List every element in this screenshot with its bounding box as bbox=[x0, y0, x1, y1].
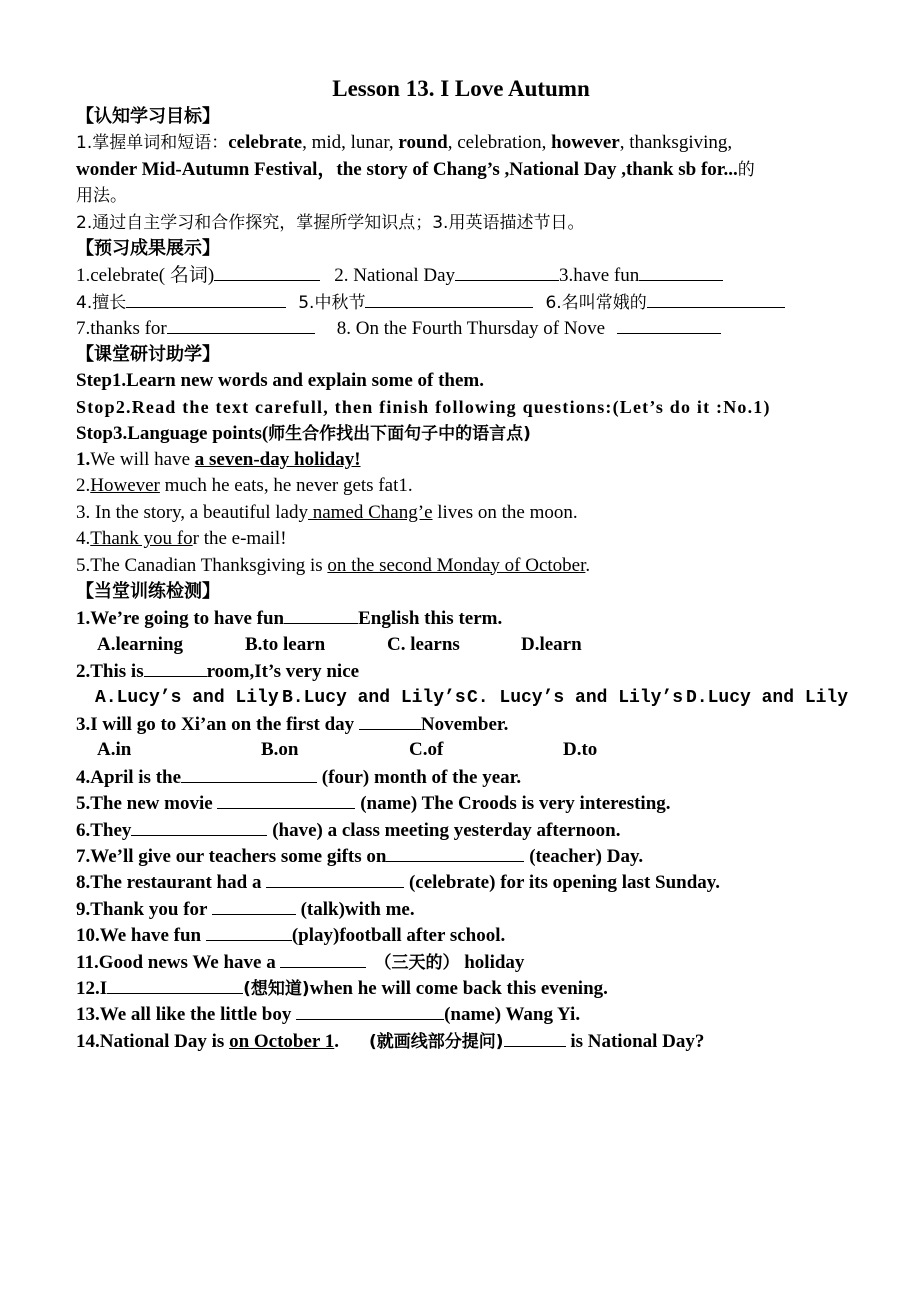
answer-blank[interactable] bbox=[126, 289, 286, 308]
question-3-options bbox=[76, 737, 846, 763]
question-14: 14.National Day is on October 1. (就画线部分提问) is National Day? bbox=[76, 1028, 846, 1054]
option-b[interactable]: B.to learn bbox=[245, 633, 326, 655]
sentence-4: 4.Thank you for the e-mail! bbox=[76, 528, 287, 550]
question-7: 7.We’ll give our teachers some gifts on (teacher) Day. bbox=[76, 843, 846, 869]
option-a[interactable]: A.in bbox=[97, 739, 132, 761]
sentence-3: 3. In the story, a beautiful lady named Chang’e lives on the moon. bbox=[76, 501, 578, 523]
answer-blank[interactable] bbox=[266, 869, 404, 888]
goals-line-3: 用法。 bbox=[76, 186, 127, 207]
question-5: 5.The new movie (name) The Croods is very interesting. bbox=[76, 790, 846, 816]
answer-blank[interactable] bbox=[217, 790, 355, 809]
answer-blank[interactable] bbox=[206, 922, 292, 941]
answer-blank[interactable] bbox=[144, 658, 207, 677]
answer-blank[interactable] bbox=[359, 711, 421, 730]
answer-blank[interactable] bbox=[647, 289, 785, 308]
sentence-2: 2.However much he eats, he never gets fat1. bbox=[76, 475, 413, 497]
sentence-1: 1.We will have a seven-day holiday! bbox=[76, 449, 361, 471]
preview-row-2 bbox=[76, 289, 846, 315]
question-10: 10.We have fun (play)football after school. bbox=[76, 922, 846, 948]
option-c[interactable]: C.of bbox=[409, 739, 444, 761]
section-heading-goals: 【认知学习目标】 bbox=[76, 106, 220, 127]
preview-item-6: 6.名叫常娥的 bbox=[545, 292, 647, 313]
question-13: 13.We all like the little boy (name) Wang Yi. bbox=[76, 1001, 846, 1027]
sentence-5: 5.The Canadian Thanksgiving is on the second Monday of October. bbox=[76, 554, 591, 576]
preview-item-8: 8. On the Fourth Thursday of Nove bbox=[336, 318, 606, 340]
answer-blank[interactable] bbox=[504, 1028, 566, 1047]
page-title: Lesson 13. I Love Autumn bbox=[332, 76, 590, 101]
option-a[interactable]: A.learning bbox=[97, 633, 184, 655]
option-d[interactable]: D.learn bbox=[521, 633, 582, 655]
option-b[interactable]: B.on bbox=[261, 739, 299, 761]
question-11: 11.Good news We have a （三天的） holiday bbox=[76, 949, 846, 975]
goals-line-1: 1.掌握单词和短语：celebrate, mid, lunar, round, celebration, however, thanksgiving, bbox=[76, 132, 733, 154]
answer-blank[interactable] bbox=[107, 975, 243, 994]
question-1-options bbox=[76, 632, 846, 658]
answer-blank[interactable] bbox=[214, 262, 320, 281]
preview-row-1 bbox=[76, 262, 846, 288]
stop-3: Stop3.Language points(师生合作找出下面句子中的语言点) bbox=[76, 422, 531, 444]
question-1: 1.We’re going to have fun English this term. bbox=[76, 605, 846, 631]
preview-row-3 bbox=[76, 315, 846, 341]
preview-item-3: 3.have fun bbox=[559, 265, 640, 287]
option-c[interactable]: C. Lucy’s and Lily’s bbox=[467, 687, 684, 708]
preview-item-4: 4.擅长 bbox=[76, 292, 127, 313]
question-4: 4.April is the (four) month of the year. bbox=[76, 764, 846, 790]
question-3: 3.I will go to Xi’an on the first day November. bbox=[76, 711, 846, 737]
answer-blank[interactable] bbox=[181, 764, 317, 783]
question-9: 9.Thank you for (talk)with me. bbox=[76, 896, 846, 922]
option-d[interactable]: D.to bbox=[563, 739, 598, 761]
answer-blank[interactable] bbox=[212, 896, 296, 915]
question-2-options bbox=[76, 685, 849, 711]
answer-blank[interactable] bbox=[639, 262, 723, 281]
answer-blank[interactable] bbox=[455, 262, 559, 281]
preview-item-2: 2. National Day bbox=[334, 265, 456, 287]
question-2: 2.This is room,It’s very nice bbox=[76, 658, 846, 684]
answer-blank[interactable] bbox=[284, 605, 358, 624]
option-d[interactable]: D.Lucy and Lily bbox=[686, 687, 849, 708]
answer-blank[interactable] bbox=[296, 1001, 444, 1020]
answer-blank[interactable] bbox=[280, 949, 366, 968]
answer-blank[interactable] bbox=[131, 817, 267, 836]
stop-2: Stop2.Read the text carefull, then finish following questions:(Let’s do it :No.1) bbox=[76, 397, 771, 418]
question-12: 12.I (想知道)when he will come back this evening. bbox=[76, 975, 846, 1001]
answer-blank[interactable] bbox=[617, 315, 721, 334]
preview-item-5: 5.中秋节 bbox=[298, 292, 366, 313]
preview-item-1: 1.celebrate( 名词) bbox=[76, 265, 215, 287]
option-a[interactable]: A.Lucy’s and Lily bbox=[95, 687, 279, 708]
option-b[interactable]: B.Lucy and Lily’s bbox=[282, 687, 466, 708]
question-8: 8.The restaurant had a (celebrate) for its opening last Sunday. bbox=[76, 869, 846, 895]
step-1: Step1.Learn new words and explain some of them. bbox=[76, 369, 484, 391]
goals-line-2: wonder Mid-Autumn Festival，the story of Chang’s ,National Day ,thank sb for...的 bbox=[76, 158, 755, 180]
answer-blank[interactable] bbox=[365, 289, 533, 308]
worksheet-page bbox=[76, 74, 849, 1054]
question-6: 6.They (have) a class meeting yesterday afternoon. bbox=[76, 817, 846, 843]
preview-item-7: 7.thanks for bbox=[76, 318, 167, 340]
answer-blank[interactable] bbox=[386, 843, 524, 862]
section-heading-preview: 【预习成果展示】 bbox=[76, 237, 220, 259]
answer-blank[interactable] bbox=[167, 315, 315, 334]
section-heading-classroom: 【课堂研讨助学】 bbox=[76, 343, 220, 365]
goals-line-4: 2.通过自主学习和合作探究，掌握所学知识点；3.用英语描述节日。 bbox=[76, 212, 585, 233]
option-c[interactable]: C. learns bbox=[387, 633, 460, 655]
section-heading-practice: 【当堂训练检测】 bbox=[76, 581, 220, 603]
